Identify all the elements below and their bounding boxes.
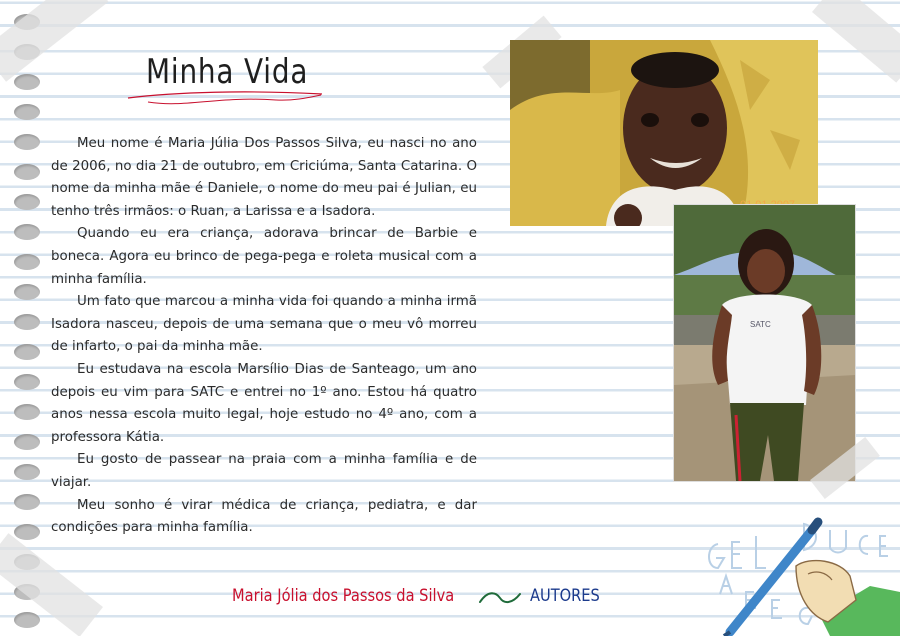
notebook-hole-icon bbox=[14, 314, 40, 330]
notebook-hole-icon bbox=[14, 164, 40, 180]
corner-tape bbox=[812, 0, 900, 83]
paragraph: Quando eu era criança, adorava brincar de Barbie e boneca. Agora eu brinco de pega-pega e roleta musical com a minha família. bbox=[51, 226, 477, 287]
notebook-hole-icon bbox=[14, 104, 40, 120]
notebook-hole-icon bbox=[14, 404, 40, 420]
notebook-hole-icon bbox=[14, 374, 40, 390]
notebook-hole-icon bbox=[14, 284, 40, 300]
paragraph: Um fato que marcou a minha vida foi quando a minha irmã Isadora nasceu, depois de uma semana que o meu vô morreu de infarto, o pai da minha mãe. bbox=[51, 294, 477, 355]
authors-label: AUTORES bbox=[530, 586, 600, 606]
shirt-logo: SATC bbox=[750, 320, 771, 329]
author-name: Maria Jólia dos Passos da Silva bbox=[232, 586, 455, 606]
title-underline bbox=[126, 88, 326, 110]
notebook-hole-icon bbox=[14, 344, 40, 360]
girl-photo bbox=[674, 205, 855, 481]
notebook-hole-icon bbox=[14, 194, 40, 210]
page-title: Minha Vida bbox=[146, 52, 309, 92]
notebook-hole-icon bbox=[14, 224, 40, 240]
paragraph: Eu estudava na escola Marsílio Dias de Santeago, um ano depois eu vim para SATC e entrei no 1º ano. Estou há quatro anos nessa escola muito legal, hoje estudo no 4º ano, com a professora Kátia. bbox=[51, 361, 477, 445]
hand-writing-pen-icon bbox=[700, 496, 900, 636]
notebook-hole-icon bbox=[14, 524, 40, 540]
baby-photo bbox=[510, 40, 818, 226]
paragraph: Meu nome é Maria Júlia Dos Passos Silva, eu nasci no ano de 2006, no dia 21 de outubro, em Criciúma, Santa Catarina. O nome da minha mãe é Daniele, o nome do meu pai é Julian, eu tenho três irmãos: o Ruan, a Larissa e a Isadora. bbox=[51, 136, 477, 219]
notebook-hole-icon bbox=[14, 254, 40, 270]
notebook-hole-icon bbox=[14, 494, 40, 510]
notebook-hole-icon bbox=[14, 464, 40, 480]
notebook-hole-icon bbox=[14, 434, 40, 450]
paragraph: Meu sonho é virar médica de criança, pediatra, e dar condições para minha família. bbox=[51, 497, 477, 536]
notebook-hole-icon bbox=[14, 612, 40, 628]
paragraph: Eu gosto de passear na praia com a minha família e de viajar. bbox=[51, 452, 477, 490]
tilde-divider-icon bbox=[478, 588, 522, 608]
notebook-hole-icon bbox=[14, 134, 40, 150]
notebook-hole-icon bbox=[14, 74, 40, 90]
story-text bbox=[51, 133, 477, 540]
